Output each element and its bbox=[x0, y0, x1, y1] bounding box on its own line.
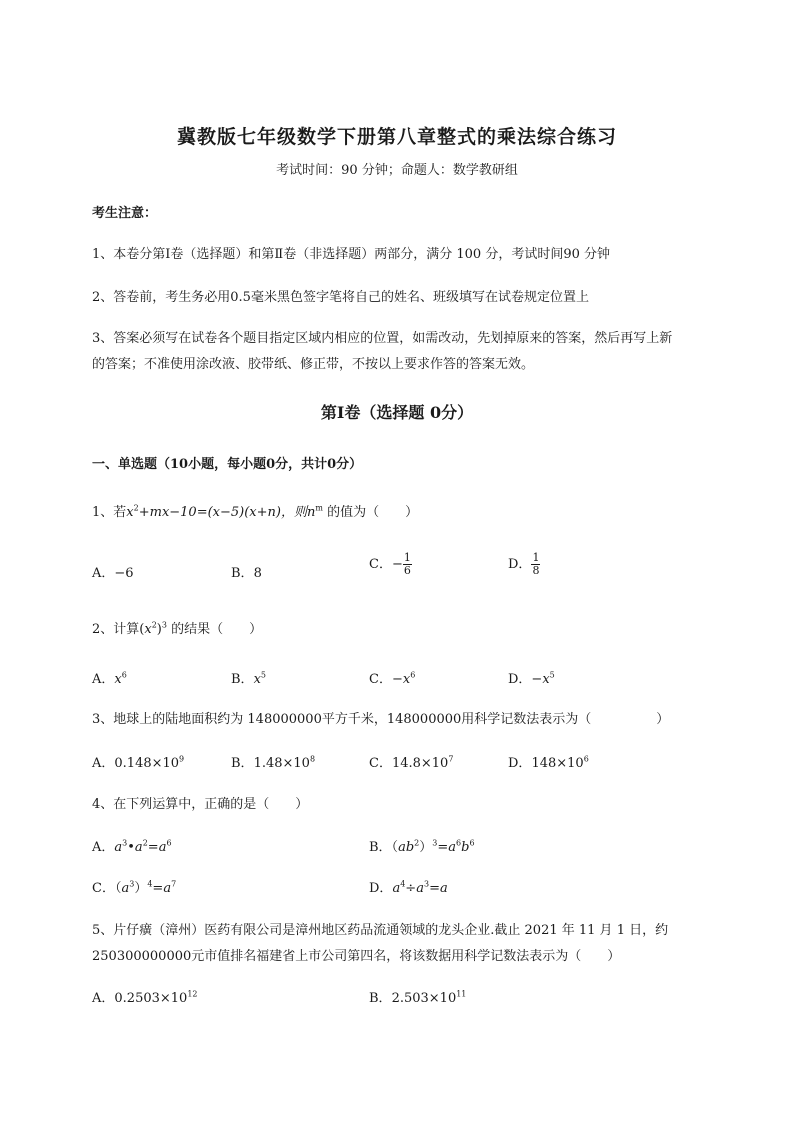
notice-item-2: 2、答卷前，考生务必用0.5毫米黑色签字笔将自己的姓名、班级填写在试卷规定位置上 bbox=[92, 290, 589, 305]
q3-option-b[interactable] bbox=[231, 752, 315, 771]
denominator: 6 bbox=[403, 564, 411, 577]
q3-option-a[interactable] bbox=[92, 752, 184, 771]
option-value: 0.148×10 bbox=[114, 756, 180, 771]
exam-info: 考试时间：90 分钟；命题人：数学教研组 bbox=[276, 163, 518, 178]
term-exp: 3 bbox=[432, 838, 438, 848]
option-value: 148×10 bbox=[531, 756, 584, 771]
q1-tail: 的值为（ ） bbox=[322, 505, 419, 520]
section-title: 第Ⅰ卷（选择题 0分） bbox=[320, 403, 474, 422]
q2-option-a[interactable] bbox=[92, 668, 127, 687]
question-4: 4、在下列运算中，正确的是（ ） bbox=[92, 797, 309, 812]
numerator: 1 bbox=[403, 551, 411, 564]
term-exp: 7 bbox=[171, 879, 177, 889]
option-exp: 6 bbox=[583, 754, 589, 764]
notice-item-3: 3、答案必须写在试卷各个题目指定区域内相应的位置，如需改动，先划掉原来的答案，然后再写上新 bbox=[92, 331, 673, 346]
notice-heading: 考生注意： bbox=[92, 206, 158, 221]
q4-option-b[interactable] bbox=[369, 836, 475, 855]
term: a bbox=[439, 881, 448, 896]
q3-option-d[interactable] bbox=[508, 752, 589, 771]
question-5-cont: 250300000000元市值排名福建省上市公司第四名，将该数据用科学记数法表示为（ ） bbox=[92, 949, 621, 964]
term-exp: 4 bbox=[400, 879, 406, 889]
option-base: x bbox=[114, 672, 122, 687]
term: a bbox=[158, 840, 167, 855]
equals: = bbox=[152, 881, 164, 896]
option-label: C．− bbox=[369, 672, 403, 687]
q1-option-a[interactable] bbox=[92, 562, 134, 581]
option-exp: 12 bbox=[187, 989, 198, 999]
q1-option-c[interactable] bbox=[369, 552, 412, 577]
option-label: A． bbox=[92, 840, 115, 855]
option-exp: 7 bbox=[448, 754, 454, 764]
q1-base: n bbox=[306, 505, 316, 520]
q4-option-c[interactable] bbox=[92, 877, 176, 896]
term: a bbox=[392, 881, 401, 896]
option-label: D． bbox=[369, 881, 393, 896]
option-label: D． bbox=[508, 557, 532, 572]
option-exp: 5 bbox=[549, 670, 555, 680]
fraction bbox=[531, 552, 540, 577]
denominator: 8 bbox=[532, 564, 540, 577]
option-value: 0.2503×10 bbox=[114, 991, 188, 1006]
option-value: 2.503×10 bbox=[391, 991, 457, 1006]
option-exp: 5 bbox=[260, 670, 266, 680]
term-exp: 3 bbox=[122, 838, 128, 848]
fraction bbox=[403, 552, 412, 577]
notice-item-1: 1、本卷分第Ⅰ卷（选择题）和第Ⅱ卷（非选择题）两部分，满分 100 分，考试时间90 分钟 bbox=[92, 247, 610, 262]
option-base: x bbox=[542, 672, 550, 687]
q1-pow: m bbox=[315, 503, 323, 513]
option-label: B． bbox=[231, 756, 254, 771]
option-exp: 6 bbox=[121, 670, 127, 680]
notice-item-3-cont: 的答案；不准使用涂改液、胶带纸、修正带，不按以上要求作答的答案无效。 bbox=[92, 357, 535, 372]
page-title: 冀教版七年级数学下册第八章整式的乘法综合练习 bbox=[176, 126, 617, 148]
option-exp: 11 bbox=[456, 989, 467, 999]
option-label: B． bbox=[231, 566, 254, 581]
option-label: B．（ bbox=[369, 840, 399, 855]
q1-prefix: 1、若 bbox=[92, 505, 127, 520]
option-exp: 9 bbox=[179, 754, 185, 764]
q4-option-d[interactable] bbox=[369, 877, 448, 896]
q2-outer-exp: 3 bbox=[161, 620, 167, 630]
question-1 bbox=[92, 501, 418, 520]
term: a bbox=[416, 881, 424, 896]
option-label: C． bbox=[369, 756, 392, 771]
question-2 bbox=[92, 618, 262, 637]
q2-close: ) bbox=[156, 622, 162, 637]
q1-mid: +mx−10=(x−5)(x+n)，则 bbox=[138, 505, 307, 520]
q2-option-c[interactable] bbox=[369, 668, 415, 687]
q2-base: x bbox=[144, 622, 152, 637]
term: a bbox=[114, 840, 123, 855]
operator: • bbox=[127, 840, 135, 855]
paren: ） bbox=[419, 840, 433, 855]
term-exp: 6 bbox=[469, 838, 475, 848]
term-exp: 3 bbox=[423, 879, 430, 889]
q1-exp: 2 bbox=[133, 503, 139, 513]
q5-option-b[interactable] bbox=[369, 987, 466, 1006]
option-label: C．− bbox=[369, 557, 403, 572]
term-exp: 2 bbox=[414, 838, 420, 848]
q1-option-d[interactable] bbox=[508, 552, 540, 577]
option-value: 1.48×10 bbox=[253, 756, 310, 771]
q2-prefix: 2、计算( bbox=[92, 622, 145, 637]
question-3: 3、地球上的陆地面积约为 148000000平方千米，148000000用科学记数法表示为（ ） bbox=[92, 712, 670, 727]
option-label: A． bbox=[92, 991, 115, 1006]
option-value: −6 bbox=[114, 566, 134, 581]
option-value: 14.8×10 bbox=[391, 756, 449, 771]
option-label: A． bbox=[92, 672, 115, 687]
question-5: 5、片仔癀（漳州）医药有限公司是漳州地区药品流通领域的龙头企业.截止 2021 年 11 月 1 日，约 bbox=[92, 923, 669, 938]
q1-option-b[interactable] bbox=[231, 562, 262, 581]
option-exp: 6 bbox=[410, 670, 416, 680]
paren: ） bbox=[134, 881, 148, 896]
term: b bbox=[461, 840, 470, 855]
term: a bbox=[163, 881, 172, 896]
option-label: C．（ bbox=[92, 881, 122, 896]
q3-option-c[interactable] bbox=[369, 752, 453, 771]
option-value: 8 bbox=[253, 566, 262, 581]
term-exp: 6 bbox=[456, 838, 462, 848]
option-exp: 8 bbox=[309, 754, 316, 764]
q2-option-d[interactable] bbox=[508, 668, 555, 687]
equals: = bbox=[429, 881, 440, 896]
option-base: x bbox=[253, 672, 261, 687]
q2-inner-exp: 2 bbox=[151, 620, 157, 630]
term-exp: 2 bbox=[142, 838, 148, 848]
numerator: 1 bbox=[532, 551, 540, 564]
q2-tail: 的结果（ ） bbox=[166, 622, 263, 637]
option-base: x bbox=[402, 672, 411, 687]
term: ab bbox=[398, 840, 415, 855]
q2-option-b[interactable] bbox=[231, 668, 266, 687]
part-title: 一、单选题（10小题，每小题0分，共计0分） bbox=[92, 457, 363, 472]
option-label: B． bbox=[231, 672, 254, 687]
operator: ÷ bbox=[405, 881, 417, 896]
q5-option-a[interactable] bbox=[92, 987, 198, 1006]
term-exp: 3 bbox=[129, 879, 135, 889]
option-label: D．− bbox=[508, 672, 543, 687]
term: a bbox=[448, 840, 457, 855]
term: a bbox=[134, 840, 143, 855]
equals: = bbox=[147, 840, 159, 855]
option-label: B． bbox=[369, 991, 392, 1006]
term: a bbox=[121, 881, 130, 896]
option-label: A． bbox=[92, 756, 115, 771]
term-exp: 4 bbox=[147, 879, 153, 889]
equals: = bbox=[437, 840, 449, 855]
option-label: D． bbox=[508, 756, 532, 771]
q4-option-a[interactable] bbox=[92, 836, 172, 855]
q1-var: x bbox=[126, 505, 134, 520]
term-exp: 6 bbox=[166, 838, 172, 848]
option-label: A． bbox=[92, 566, 115, 581]
